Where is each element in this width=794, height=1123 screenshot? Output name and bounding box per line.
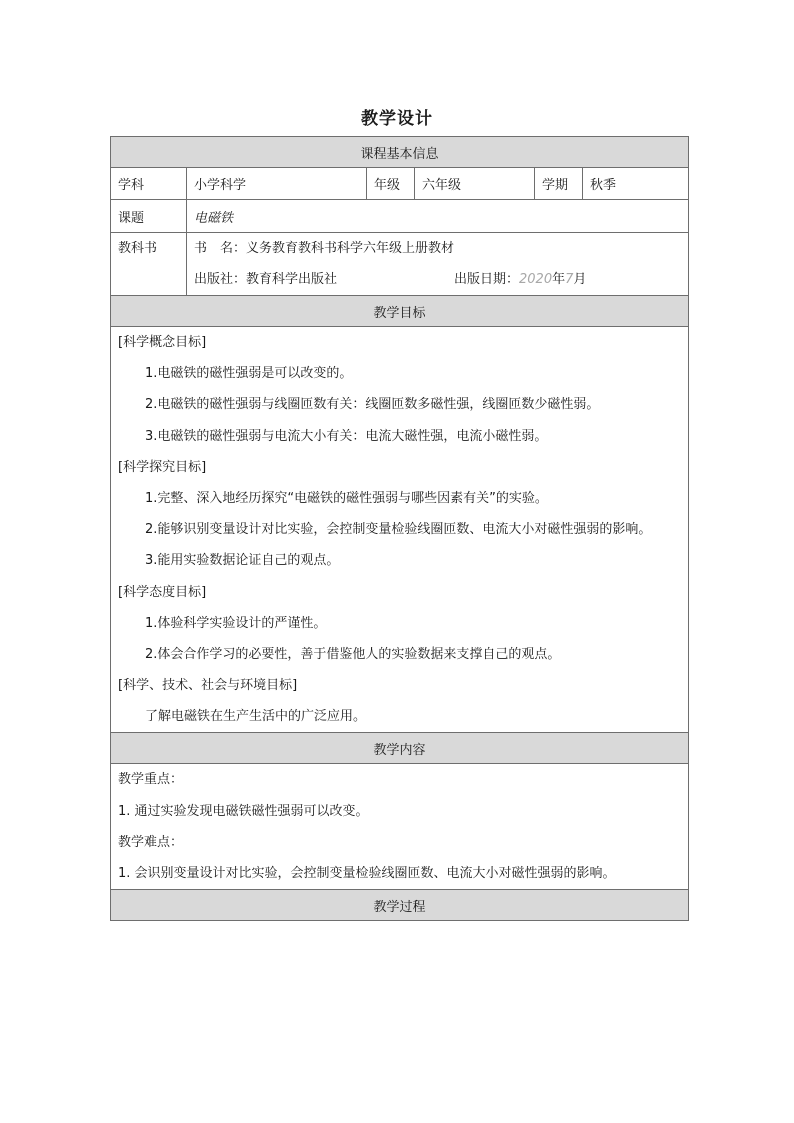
objective-item: 1.电磁铁的磁性强弱是可以改变的。 bbox=[145, 366, 353, 382]
content-line: 教学重点： bbox=[118, 772, 184, 788]
objective-item: 1.完整、深入地经历探究“电磁铁的磁性强弱与哪些因素有关”的实验。 bbox=[145, 490, 548, 506]
subject-label: 学科 bbox=[111, 168, 187, 200]
objective-item: 3.电磁铁的磁性强弱与电流大小有关：电流大磁性强，电流小磁性弱。 bbox=[145, 428, 548, 444]
topic-value: 电磁铁 bbox=[187, 200, 689, 233]
content-row bbox=[111, 764, 689, 890]
publish-date-label: 出版日期： bbox=[454, 272, 520, 287]
topic-label: 课题 bbox=[111, 200, 187, 233]
publisher: 出版社：教育科学出版社 bbox=[194, 272, 338, 287]
publisher-line bbox=[194, 264, 681, 295]
publish-year: 2020 bbox=[519, 272, 553, 287]
textbook-label: 教科书 bbox=[118, 241, 158, 256]
objectives-content bbox=[111, 327, 689, 733]
content-line: 1. 会识别变量设计对比实验，会控制变量检验线圈匝数、电流大小对磁性强弱的影响。 bbox=[118, 866, 616, 881]
process-header: 教学过程 bbox=[111, 890, 689, 921]
content-line: 教学难点： bbox=[118, 834, 184, 850]
objective-heading: [科学、技术、社会与环境目标] bbox=[118, 678, 298, 694]
objective-item: 了解电磁铁在生产生活中的广泛应用。 bbox=[145, 709, 367, 725]
year-char: 年 bbox=[552, 272, 566, 287]
objective-heading: [科学探究目标] bbox=[118, 459, 207, 475]
basic-info-header: 课程基本信息 bbox=[111, 137, 689, 168]
objectives-header: 教学目标 bbox=[111, 296, 689, 327]
publish-month: 7 bbox=[565, 272, 574, 287]
objective-item: 3.能用实验数据论证自己的观点。 bbox=[145, 553, 340, 569]
content-body bbox=[111, 764, 689, 890]
term-label: 学期 bbox=[535, 168, 583, 200]
content-line: 1. 通过实验发现电磁铁磁性强弱可以改变。 bbox=[118, 803, 369, 819]
month-char: 月 bbox=[573, 272, 587, 287]
subject-value: 小学科学 bbox=[187, 168, 367, 200]
topic-row bbox=[111, 200, 689, 233]
objective-item: 2.体会合作学习的必要性，善于借鉴他人的实验数据来支撑自己的观点。 bbox=[145, 646, 561, 662]
objective-item: 2.能够识别变量设计对比实验，会控制变量检验线圈匝数、电流大小对磁性强弱的影响。 bbox=[145, 522, 652, 538]
book-name: 书 名：义务教育教科书科学六年级上册教材 bbox=[194, 241, 455, 256]
objective-heading: [科学概念目标] bbox=[118, 335, 207, 350]
publish-date bbox=[454, 264, 586, 295]
content-header-row bbox=[111, 733, 689, 764]
objective-item: 1.体验科学实验设计的严谨性。 bbox=[145, 615, 327, 631]
grade-value: 六年级 bbox=[415, 168, 535, 200]
objectives-row bbox=[111, 327, 689, 733]
content-header: 教学内容 bbox=[111, 733, 689, 764]
objectives-header-row bbox=[111, 296, 689, 327]
document-title: 教学设计 bbox=[361, 109, 433, 129]
grade-label: 年级 bbox=[367, 168, 415, 200]
basic-info-header-row bbox=[111, 137, 689, 168]
lesson-plan-table bbox=[110, 136, 689, 921]
term-value: 秋季 bbox=[583, 168, 689, 200]
process-header-row bbox=[111, 890, 689, 921]
subject-row bbox=[111, 168, 689, 200]
textbook-row bbox=[111, 233, 689, 296]
objective-heading: [科学态度目标] bbox=[118, 584, 207, 600]
objective-item: 2.电磁铁的磁性强弱与线圈匝数有关：线圈匝数多磁性强，线圈匝数少磁性弱。 bbox=[145, 397, 600, 413]
